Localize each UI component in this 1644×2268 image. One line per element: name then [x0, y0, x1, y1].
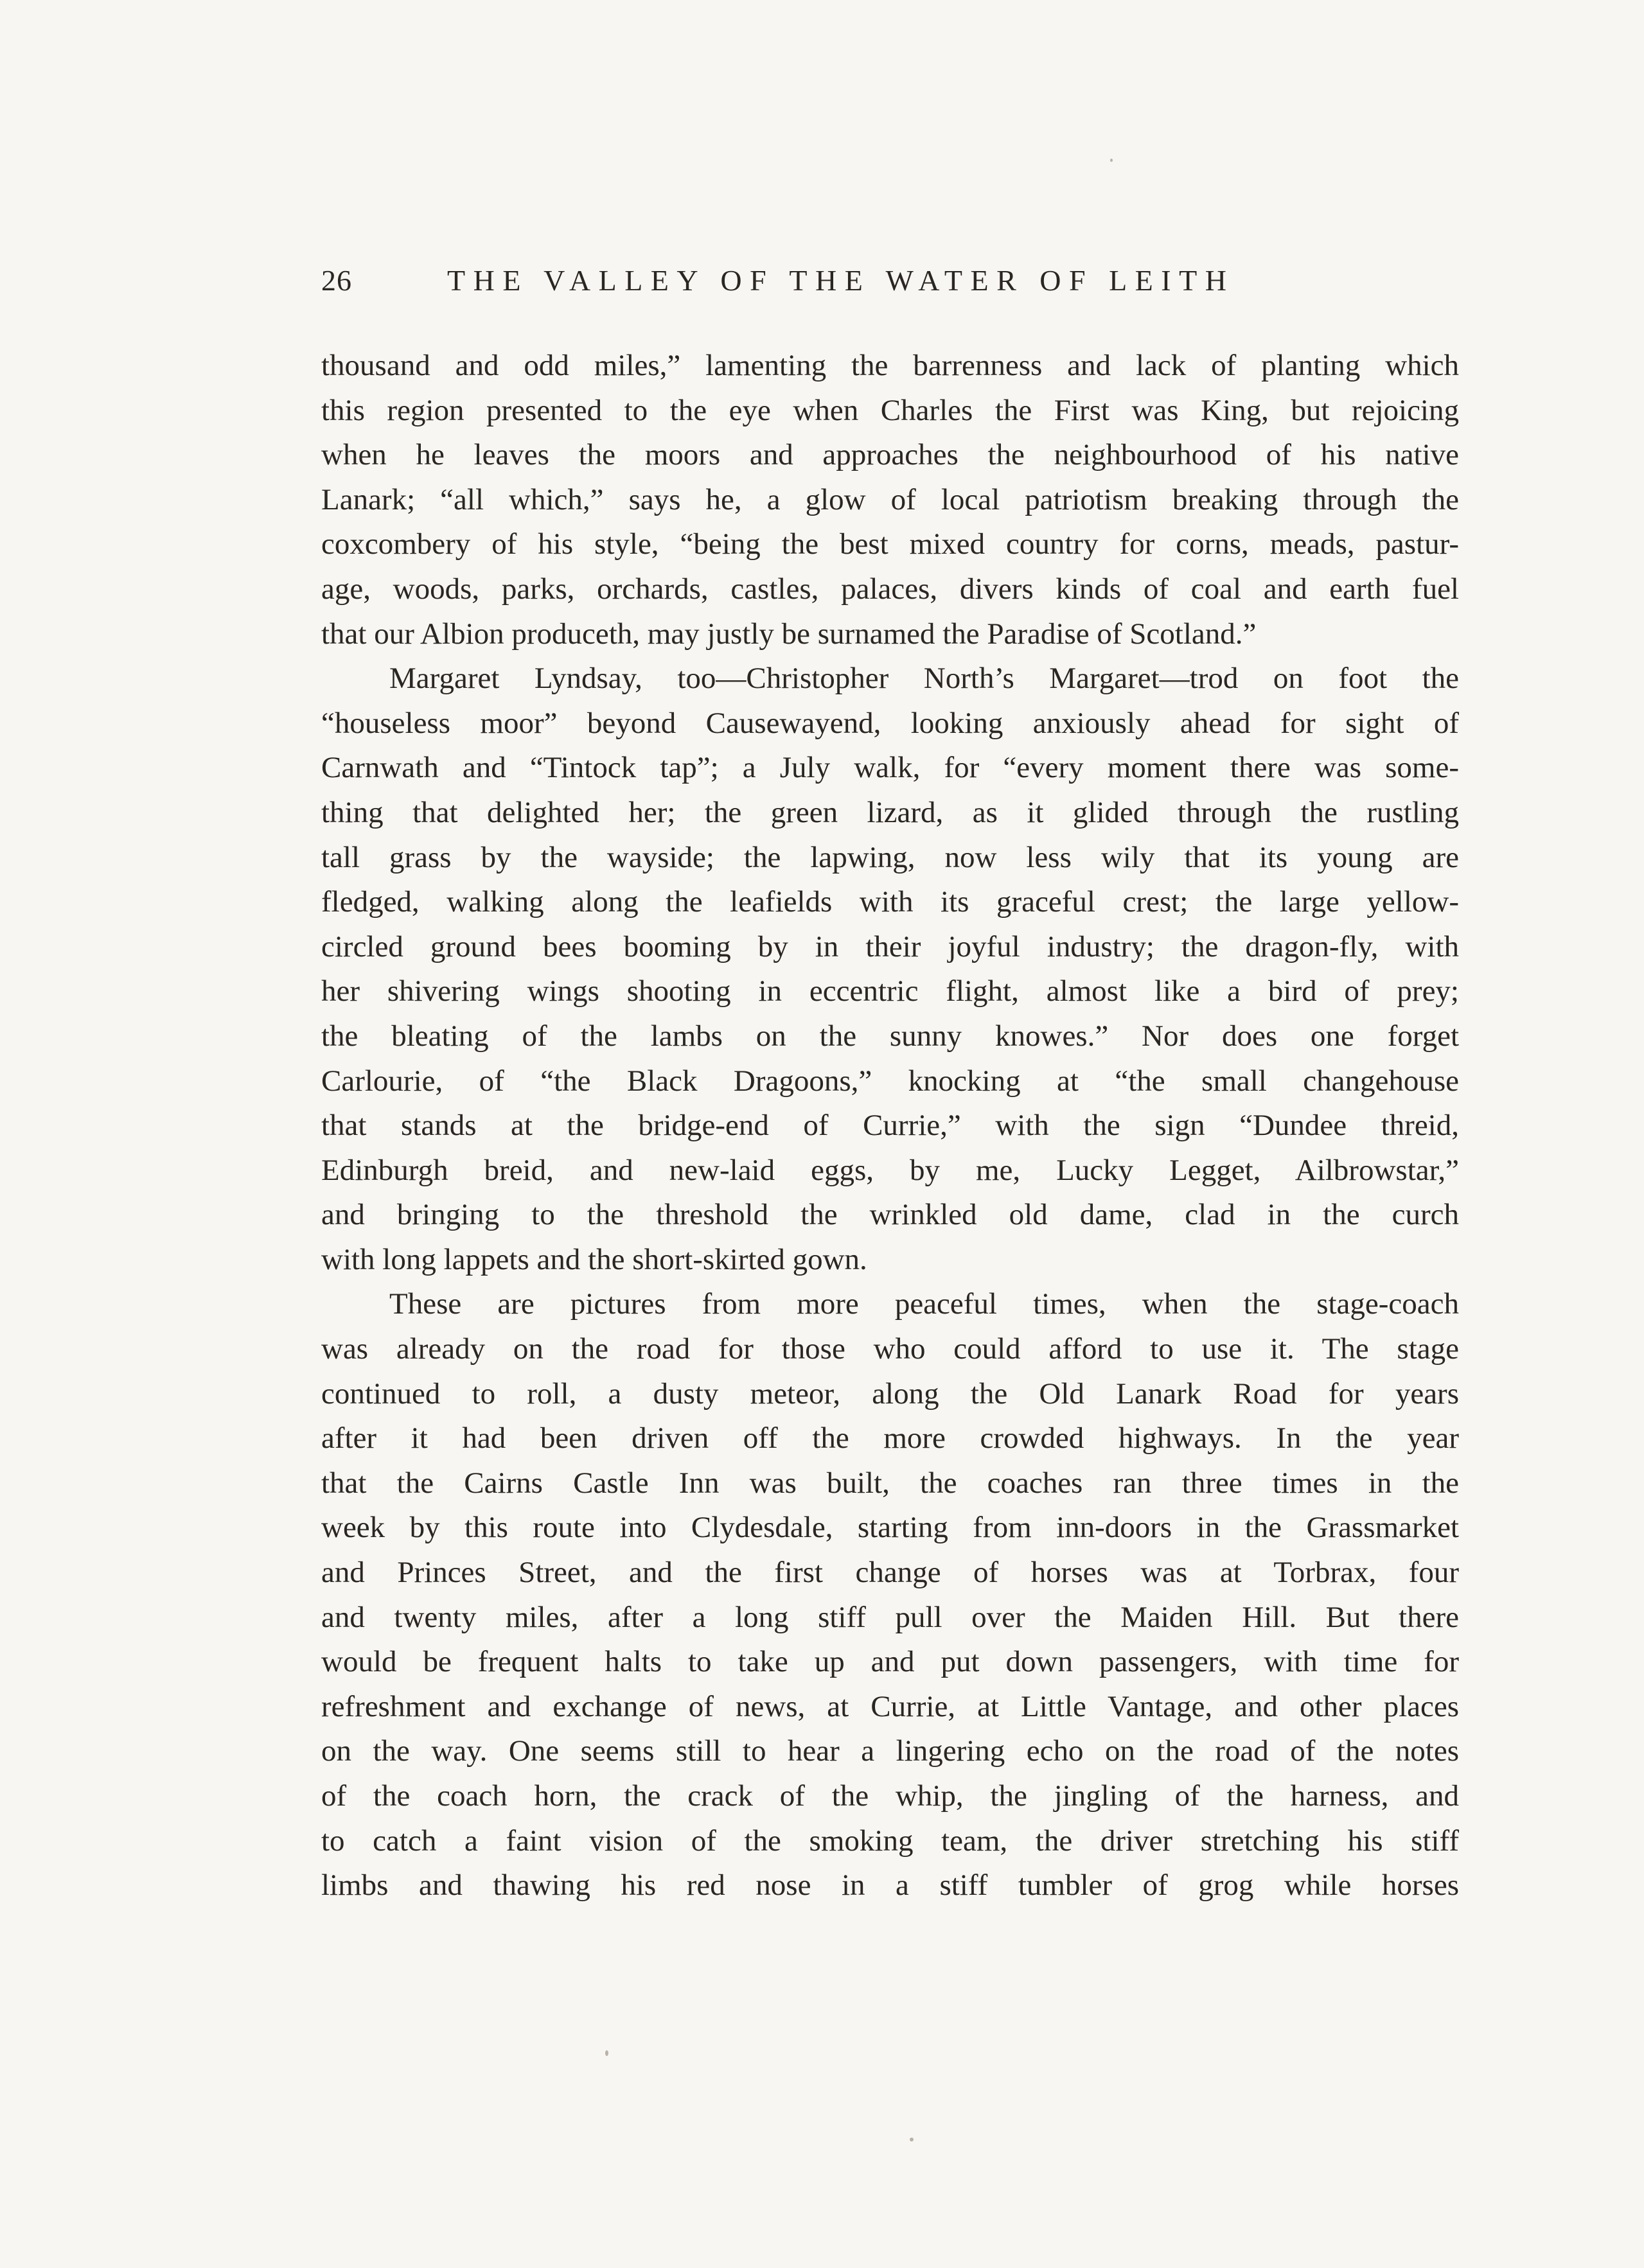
text-line: continued to roll, a dusty meteor, along the Old Lanark Road for years [321, 1376, 1459, 1411]
text-line: with long lappets and the short-skirted gown. [321, 1242, 867, 1276]
text-line: was already on the road for those who could afford to use it. The stage [321, 1332, 1459, 1366]
text-line: Lanark; “all which,” says he, a glow of local patriotism breaking through the [321, 482, 1459, 516]
text-line: her shivering wings shooting in eccentric flight, almost like a bird of prey; [321, 974, 1459, 1008]
text-line: the bleating of the lambs on the sunny knowes.” Nor does one forget [321, 1019, 1459, 1053]
page-header [321, 263, 1336, 321]
text-line: and twenty miles, after a long stiff pull over the Maiden Hill. But there [321, 1600, 1459, 1634]
text-line: fledged, walking along the leafields with its graceful crest; the large yellow- [321, 885, 1459, 919]
paragraph-start-line: These are pictures from more peaceful times, when the stage-coach [389, 1287, 1459, 1321]
text-line: thousand and odd miles,” lamenting the barrenness and lack of planting which [321, 349, 1459, 382]
text-line: circled ground bees booming by in their joyful industry; the dragon-fly, with [321, 929, 1459, 963]
paper-speck [1110, 159, 1113, 162]
text-line: Carnwath and “Tintock tap”; a July walk, for “every moment there was some- [321, 751, 1459, 785]
text-line: and Princes Street, and the first change of horses was at Torbrax, four [321, 1556, 1459, 1590]
text-line: that our Albion produceth, may justly be surnamed the Paradise of Scotland.” [321, 617, 1257, 651]
text-line: on the way. One seems still to hear a lingering echo on the road of the notes [321, 1734, 1459, 1768]
text-line: that the Cairns Castle Inn was built, the coaches ran three times in the [321, 1466, 1459, 1500]
text-line: would be frequent halts to take up and put down passengers, with time for [321, 1645, 1459, 1679]
text-line: that stands at the bridge-end of Currie,” with the sign “Dundee threid, [321, 1109, 1459, 1143]
text-line: when he leaves the moors and approaches the neighbourhood of his native [321, 438, 1459, 472]
text-line: of the coach horn, the crack of the whip, the jingling of the harness, and [321, 1779, 1459, 1813]
text-line: Carlourie, of “the Black Dragoons,” knocking at “the small changehouse [321, 1064, 1459, 1098]
text-line: tall grass by the wayside; the lapwing, now less wily that its young are [321, 840, 1459, 874]
running-title: THE VALLEY OF THE WATER OF LEITH [447, 264, 1235, 297]
text-line: and bringing to the threshold the wrinkled old dame, clad in the curch [321, 1198, 1459, 1232]
text-line: to catch a faint vision of the smoking team, the driver stretching his stiff [321, 1824, 1459, 1858]
paper-speck [910, 2138, 914, 2141]
text-line: after it had been driven off the more crowded highways. In the year [321, 1421, 1459, 1455]
text-line: thing that delighted her; the green lizard, as it glided through the rustling [321, 795, 1459, 829]
paragraph-start-line: Margaret Lyndsay, too—Christopher North’s Margaret—trod on foot the [389, 662, 1459, 696]
body-text [321, 344, 1461, 1908]
text-line: limbs and thawing his red nose in a stiff tumbler of grog while horses [321, 1868, 1459, 1903]
paper-speck [605, 2050, 608, 2056]
text-line: Edinburgh breid, and new-laid eggs, by me, Lucky Legget, Ailbrowstar,” [321, 1153, 1459, 1187]
page-number: 26 [321, 264, 352, 297]
text-line: this region presented to the eye when Charles the First was King, but rejoicing [321, 393, 1459, 427]
text-line: week by this route into Clydesdale, starting from inn-doors in the Grassmarket [321, 1511, 1459, 1545]
text-line: age, woods, parks, orchards, castles, palaces, divers kinds of coal and earth fuel [321, 572, 1459, 606]
text-line: refreshment and exchange of news, at Currie, at Little Vantage, and other places [321, 1689, 1459, 1723]
text-line: coxcombery of his style, “being the best mixed country for corns, meads, pastur- [321, 527, 1459, 561]
text-line: “houseless moor” beyond Causewayend, looking anxiously ahead for sight of [321, 706, 1459, 740]
